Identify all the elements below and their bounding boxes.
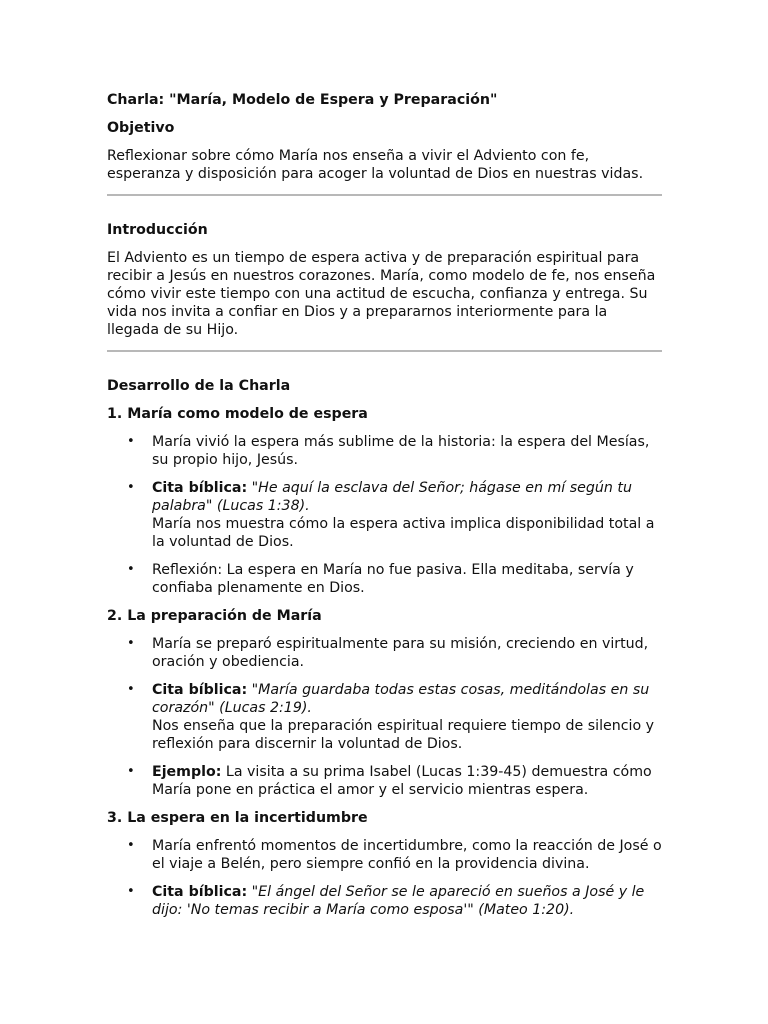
introduccion-paragraph: El Adviento es un tiempo de espera activa y de preparación espiritual para recibir a Jesús en nuestros corazones. María, como modelo de fe, nos enseña cómo vivir este tiempo con una actitud de escucha, confianza y entrega. Su vida nos invita a confiar en Dios y a prepararnos interiormente para la llegada de su Hijo. bbox=[107, 250, 656, 338]
objetivo-heading: Objetivo bbox=[107, 120, 175, 136]
desarrollo-heading: Desarrollo de la Charla bbox=[107, 378, 291, 394]
section-divider bbox=[107, 194, 662, 196]
cita-explanation: Nos enseña que la preparación espiritual requiere tiempo de silencio y reflexión para discernir la voluntad de Dios. bbox=[152, 718, 655, 752]
cita-label: Cita bíblica: bbox=[152, 480, 248, 496]
introduccion-heading: Introducción bbox=[107, 222, 208, 238]
bullet-list bbox=[107, 635, 662, 799]
list-item bbox=[107, 681, 662, 753]
list-item bbox=[107, 837, 662, 873]
list-item-text: María enfrentó momentos de incertidumbre, como la reacción de José o el viaje a Belén, pero siempre confió en la providencia divina. bbox=[152, 838, 662, 872]
list-item bbox=[107, 635, 662, 671]
section-heading: 2. La preparación de María bbox=[107, 608, 322, 624]
cita-quote: "El ángel del Señor se le apareció en sueños a José y le dijo: 'No temas recibir a María como esposa'" (Mateo 1:20). bbox=[152, 884, 645, 918]
list-item bbox=[107, 763, 662, 799]
list-item bbox=[107, 883, 662, 919]
objetivo-paragraph: Reflexionar sobre cómo María nos enseña a vivir el Adviento con fe, esperanza y disposición para acoger la voluntad de Dios en nuestras vidas. bbox=[107, 148, 644, 182]
list-item-text: Reflexión: La espera en María no fue pasiva. Ella meditaba, servía y confiaba plenamente en Dios. bbox=[152, 562, 634, 596]
bullet-list bbox=[107, 837, 662, 919]
list-item-text: María vivió la espera más sublime de la historia: la espera del Mesías, su propio hijo, Jesús. bbox=[152, 434, 650, 468]
bullet-list bbox=[107, 433, 662, 597]
cita-explanation: María nos muestra cómo la espera activa implica disponibilidad total a la voluntad de Dios. bbox=[152, 516, 655, 550]
list-item-text: María se preparó espiritualmente para su misión, creciendo en virtud, oración y obediencia. bbox=[152, 636, 649, 670]
section-divider bbox=[107, 350, 662, 352]
cita-label: Cita bíblica: bbox=[152, 682, 248, 698]
list-item bbox=[107, 433, 662, 469]
cita-label: Cita bíblica: bbox=[152, 884, 248, 900]
section-heading: 1. María como modelo de espera bbox=[107, 406, 368, 422]
list-item bbox=[107, 479, 662, 551]
ejemplo-text: La visita a su prima Isabel (Lucas 1:39-45) demuestra cómo María pone en práctica el amor y el servicio mientras espera. bbox=[152, 764, 652, 798]
document-title: Charla: "María, Modelo de Espera y Preparación" bbox=[107, 92, 498, 108]
document-page bbox=[107, 82, 662, 919]
section-heading: 3. La espera en la incertidumbre bbox=[107, 810, 368, 826]
cita-quote: "María guardaba todas estas cosas, meditándolas en su corazón" (Lucas 2:19). bbox=[152, 682, 650, 716]
list-item bbox=[107, 561, 662, 597]
cita-quote: "He aquí la esclava del Señor; hágase en mí según tu palabra" (Lucas 1:38). bbox=[152, 480, 632, 514]
ejemplo-label: Ejemplo: bbox=[152, 764, 222, 780]
